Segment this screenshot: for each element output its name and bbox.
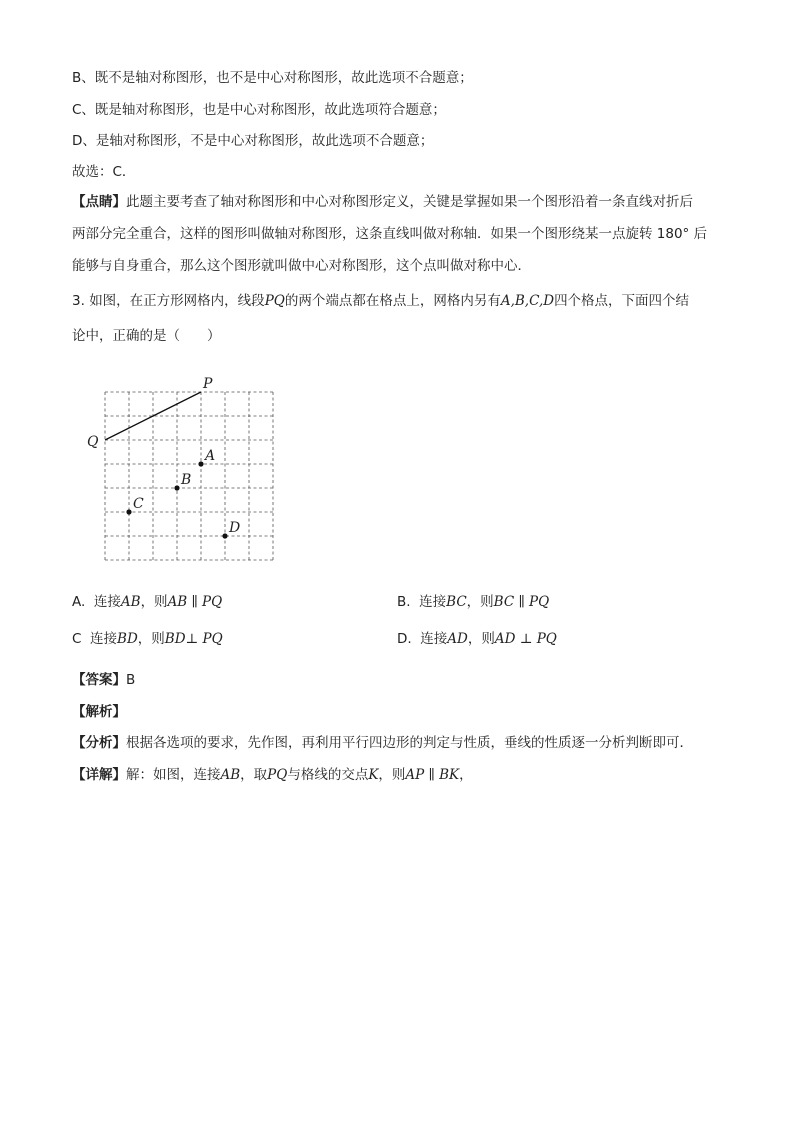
- option-c-text: 连接: [90, 631, 118, 647]
- option-c-then: ，则: [137, 631, 165, 647]
- option-b-seg: BC: [446, 594, 467, 610]
- point-a: [198, 461, 203, 466]
- detail-mid-1: ，取: [240, 767, 268, 783]
- question-text-1c: 四个格点，下面四个结: [554, 293, 690, 309]
- analysis-tag: 【解析】: [72, 704, 126, 720]
- option-d-then: ，则: [467, 631, 495, 647]
- grid-figure: [80, 370, 290, 570]
- comment-line-3: 能够与自身重合，那么这个图形就叫做中心对称图形，这个点叫做对称中心．: [72, 258, 531, 274]
- option-b-explanation: B、既不是轴对称图形，也不是中心对称图形，故此选项不合题意；: [72, 70, 473, 86]
- option-d-text: 连接: [420, 631, 448, 647]
- option-b-rel: BC ∥ PQ: [493, 594, 550, 610]
- fenxi-text: 根据各选项的要求，先作图，再利用平行四边形的判定与性质，垂线的性质逐一分析判断即可．: [126, 735, 693, 751]
- option-a-rel: AB ∥ PQ: [167, 594, 223, 610]
- option-b-text: 连接: [419, 594, 447, 610]
- question-points: A,B,C,D: [500, 293, 555, 309]
- detail-line: [72, 765, 473, 785]
- label-c: C: [133, 496, 144, 512]
- point-c: [126, 509, 131, 514]
- question-line-1: [72, 291, 689, 311]
- option-a-seg: AB: [120, 594, 141, 610]
- option-c-rel: BD⊥ PQ: [164, 631, 223, 647]
- question-line-2: 论中，正确的是（ ）: [72, 328, 221, 344]
- detail-point-k: K: [368, 767, 379, 783]
- point-b: [174, 485, 179, 490]
- comment-text-1: 此题主要考查了轴对称图形和中心对称图形定义，关键是掌握如果一个图形沿着一条直线对折后: [126, 194, 693, 210]
- option-b-then: ，则: [466, 594, 494, 610]
- detail-rel: AP ∥ BK: [405, 767, 460, 783]
- option-c: [72, 629, 223, 649]
- question-text-1a: 如图，在正方形网格内，线段: [89, 293, 265, 309]
- fenxi-tag: 【分析】: [72, 735, 126, 751]
- detail-mid-3: ，则: [378, 767, 406, 783]
- answer-value: B: [126, 672, 136, 688]
- detail-mid-2: 与格线的交点: [287, 767, 369, 783]
- detail-seg-pq: PQ: [267, 767, 288, 783]
- option-a-text: 连接: [93, 594, 121, 610]
- option-a-then: ，则: [140, 594, 168, 610]
- point-d: [222, 533, 227, 538]
- label-q: Q: [87, 434, 99, 450]
- option-d-explanation: D、是轴对称图形，不是中心对称图形，故此选项不合题意；: [72, 133, 434, 149]
- option-a-label: A.: [72, 594, 86, 610]
- option-c-explanation: C、既是轴对称图形，也是中心对称图形，故此选项符合题意；: [72, 102, 446, 118]
- label-d: D: [229, 520, 241, 536]
- comment-tag: 【点睛】: [72, 194, 126, 210]
- option-d-rel: AD ⊥ PQ: [494, 631, 557, 647]
- comment-line-1: [72, 192, 693, 212]
- question-pq: PQ: [264, 293, 285, 309]
- option-d-seg: AD: [447, 631, 468, 647]
- label-b: B: [181, 472, 192, 488]
- xiangjie-text: 解：如图，连接: [126, 767, 221, 783]
- label-a: A: [205, 448, 216, 464]
- analysis-line: [72, 733, 693, 753]
- detail-seg-ab: AB: [220, 767, 241, 783]
- option-c-label: C: [72, 631, 82, 647]
- choice-statement: 故选：C．: [72, 164, 136, 180]
- option-d-label: D.: [397, 631, 412, 647]
- option-c-seg: BD: [117, 631, 138, 647]
- answer-line: [72, 670, 135, 690]
- label-p: P: [203, 376, 213, 392]
- question-number: 3.: [72, 293, 85, 309]
- option-d: [397, 629, 557, 649]
- detail-end: ，: [459, 767, 473, 783]
- option-a: [72, 592, 222, 612]
- answer-tag: 【答案】: [72, 672, 126, 688]
- option-b: [397, 592, 549, 612]
- comment-line-2: 两部分完全重合，这样的图形叫做轴对称图形，这条直线叫做对称轴．如果一个图形绕某一点旋转 180° 后: [72, 226, 708, 242]
- xiangjie-tag: 【详解】: [72, 767, 126, 783]
- question-text-1b: 的两个端点都在格点上，网格内另有: [284, 293, 501, 309]
- option-b-label: B.: [397, 594, 411, 610]
